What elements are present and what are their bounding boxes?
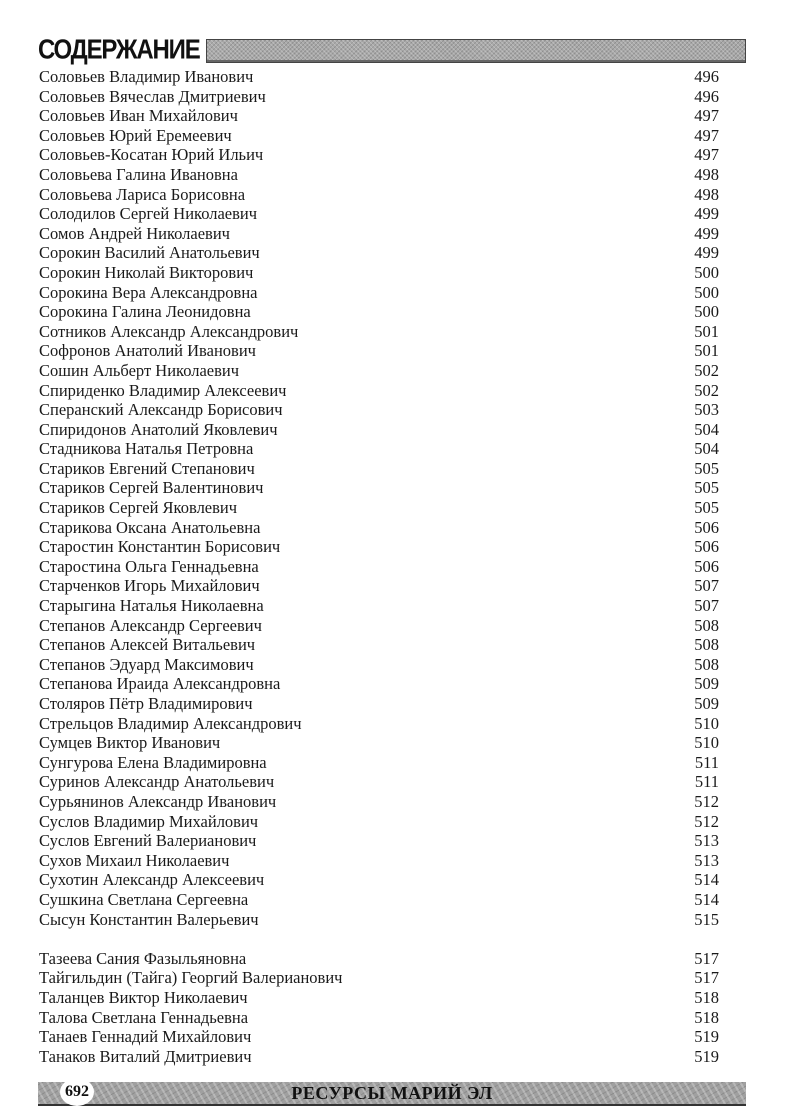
toc-entry — [39, 67, 719, 87]
toc-entry — [39, 498, 719, 518]
toc-entry — [39, 988, 719, 1008]
entry-name: Стариков Сергей Валентинович — [39, 478, 264, 498]
entry-name: Суслов Владимир Михайлович — [39, 811, 259, 831]
entry-page: 513 — [694, 850, 719, 870]
entry-name: Сысун Константин Валерьевич — [39, 909, 259, 929]
entry-page: 502 — [694, 380, 719, 400]
toc-entry — [39, 537, 719, 557]
entry-page: 508 — [694, 635, 719, 655]
entry-page: 508 — [694, 654, 719, 674]
entry-page: 501 — [694, 321, 719, 341]
entry-page: 497 — [694, 145, 719, 165]
entry-name: Соловьева Лариса Борисовна — [39, 184, 246, 204]
toc-entry — [39, 733, 719, 753]
toc-entry — [39, 243, 719, 263]
toc-entry — [39, 302, 719, 322]
entry-name: Столяров Пётр Владимирович — [39, 694, 253, 713]
entry-page: 507 — [694, 596, 719, 616]
toc-entry — [39, 772, 719, 792]
toc-entry — [39, 341, 719, 361]
toc-entry — [39, 87, 719, 107]
entry-page: 505 — [694, 498, 719, 518]
entry-page: 519 — [694, 1046, 719, 1066]
toc-entry — [39, 381, 719, 401]
entry-page: 506 — [694, 556, 719, 576]
toc-entry — [39, 714, 719, 734]
entry-page: 497 — [694, 106, 719, 126]
entry-page: 510 — [694, 713, 719, 733]
toc-entry — [39, 616, 719, 636]
toc-entry — [39, 910, 719, 930]
toc-entry — [39, 890, 719, 910]
entry-page: 498 — [694, 184, 719, 204]
toc-entry — [39, 283, 719, 303]
entry-name: Соловьев Юрий Еремеевич — [39, 125, 232, 145]
entry-page: 514 — [694, 870, 719, 890]
entry-page: 507 — [694, 576, 719, 596]
toc-entry — [39, 263, 719, 283]
page-header — [38, 36, 746, 64]
entry-name: Софронов Анатолий Иванович — [39, 341, 256, 361]
entry-name: Таланцев Виктор Николаевич — [39, 987, 248, 1007]
entry-name: Сорокин Николай Викторович — [39, 262, 254, 282]
entry-page: 508 — [694, 615, 719, 635]
entry-name: Сперанский Александр Борисович — [39, 400, 283, 420]
entry-page: 503 — [694, 400, 719, 420]
entry-name: Старикова Оксана Анатольевна — [39, 517, 261, 537]
entry-name: Суринов Александр Анатольевич — [39, 772, 275, 792]
entry-page: 500 — [694, 302, 719, 322]
toc-entry — [39, 596, 719, 616]
entry-page: 512 — [694, 811, 719, 831]
entry-page: 500 — [694, 282, 719, 302]
entry-page: 513 — [694, 831, 719, 851]
entry-name: Сурьянинов Александр Иванович — [39, 791, 277, 811]
toc-entry — [39, 400, 719, 420]
entry-name: Соловьев Вячеслав Дмитриевич — [39, 86, 266, 106]
toc-entry — [39, 361, 719, 381]
entry-name: Стрельцов Владимир Александрович — [39, 713, 302, 733]
toc-entry — [39, 439, 719, 459]
entry-name: Сухотин Александр Алексеевич — [39, 870, 265, 890]
toc-entry — [39, 224, 719, 244]
entry-page: 518 — [694, 1007, 719, 1027]
entry-page: 517 — [694, 948, 719, 968]
entry-page: 502 — [694, 360, 719, 380]
entry-page: 504 — [694, 419, 719, 439]
entry-page: 496 — [694, 67, 719, 86]
entry-name: Соловьев-Косатан Юрий Ильич — [39, 145, 264, 165]
entry-page: 509 — [694, 674, 719, 694]
toc-entry — [39, 459, 719, 479]
page-title: СОДЕРЖАНИЕ — [38, 34, 200, 66]
toc-entry — [39, 635, 719, 655]
entry-name: Суслов Евгений Валерианович — [39, 831, 257, 851]
entry-name: Сотников Александр Александрович — [39, 321, 299, 341]
entry-name: Степанов Алексей Витальевич — [39, 635, 256, 655]
entry-page: 498 — [694, 164, 719, 184]
entry-page: 501 — [694, 341, 719, 361]
entry-page: 518 — [694, 987, 719, 1007]
entry-name: Спиридонов Анатолий Яковлевич — [39, 419, 278, 439]
entry-name: Сунгурова Елена Владимировна — [39, 752, 267, 772]
entry-name: Сумцев Виктор Иванович — [39, 733, 221, 753]
toc-entry — [39, 949, 719, 969]
entry-name: Сухов Михаил Николаевич — [39, 850, 230, 870]
toc-entry — [39, 851, 719, 871]
entry-name: Степанова Ираида Александровна — [39, 674, 281, 694]
entry-name: Старостина Ольга Геннадьевна — [39, 556, 259, 576]
entry-name: Спириденко Владимир Алексеевич — [39, 380, 287, 400]
toc-entry — [39, 165, 719, 185]
entry-name: Степанов Эдуард Максимович — [39, 654, 254, 674]
entry-page: 506 — [694, 517, 719, 537]
entry-name: Тазеева Сания Фазыльяновна — [39, 948, 247, 968]
entry-name: Соловьев Владимир Иванович — [39, 67, 254, 86]
entry-page: 510 — [694, 733, 719, 753]
entry-name: Старыгина Наталья Николаевна — [39, 596, 264, 616]
entry-page: 499 — [694, 243, 719, 263]
entry-name: Танаков Виталий Дмитриевич — [39, 1046, 252, 1066]
toc-entry — [39, 126, 719, 146]
entry-page: 512 — [694, 791, 719, 811]
entry-name: Сорокин Василий Анатольевич — [39, 243, 260, 263]
toc-entry — [39, 576, 719, 596]
entry-name: Стадникова Наталья Петровна — [39, 439, 254, 459]
entry-page: 519 — [694, 1027, 719, 1047]
page-number: 692 — [60, 1078, 94, 1106]
page-footer — [38, 1082, 746, 1108]
entry-page: 517 — [694, 968, 719, 988]
entry-page: 515 — [694, 909, 719, 929]
entry-name: Сушкина Светлана Сергеевна — [39, 889, 249, 909]
entry-page: 497 — [694, 125, 719, 145]
entry-name: Старченков Игорь Михайлович — [39, 576, 260, 596]
header-decorative-bar — [206, 39, 747, 63]
toc-entry — [39, 968, 719, 988]
toc-entry — [39, 753, 719, 773]
entry-page: 505 — [694, 478, 719, 498]
entry-name: Танаев Геннадий Михайлович — [39, 1027, 252, 1047]
toc-entry — [39, 1027, 719, 1047]
entry-page: 509 — [694, 694, 719, 713]
book-title: РЕСУРСЫ МАРИЙ ЭЛ — [291, 1083, 493, 1103]
entry-name: Стариков Сергей Яковлевич — [39, 498, 238, 518]
entry-name: Тайгильдин (Тайга) Георгий Валерианович — [39, 968, 343, 988]
entry-page: 504 — [694, 439, 719, 459]
toc-entry — [39, 870, 719, 890]
section-gap — [39, 929, 719, 949]
toc-section-t — [39, 949, 719, 1067]
entry-name: Сошин Альберт Николаевич — [39, 360, 240, 380]
entry-name: Стариков Евгений Степанович — [39, 458, 255, 478]
entry-page: 499 — [694, 223, 719, 243]
entry-name: Соловьева Галина Ивановна — [39, 164, 238, 184]
toc-entry — [39, 694, 719, 714]
entry-name: Талова Светлана Геннадьевна — [39, 1007, 249, 1027]
entry-page: 500 — [694, 262, 719, 282]
toc-entry — [39, 478, 719, 498]
toc-section-s — [39, 67, 719, 929]
toc-entry — [39, 655, 719, 675]
toc-entry — [39, 1008, 719, 1028]
toc-entry — [39, 1047, 719, 1067]
toc-entry — [39, 674, 719, 694]
entry-page: 514 — [694, 889, 719, 909]
entry-name: Сорокина Вера Александровна — [39, 282, 258, 302]
entry-name: Степанов Александр Сергеевич — [39, 615, 262, 635]
entry-page: 511 — [694, 752, 719, 772]
toc-entry — [39, 145, 719, 165]
entry-name: Сорокина Галина Леонидовна — [39, 302, 251, 322]
entry-name: Соловьев Иван Михайлович — [39, 106, 238, 126]
toc-entry — [39, 518, 719, 538]
entry-name: Солодилов Сергей Николаевич — [39, 204, 258, 224]
toc-entry — [39, 322, 719, 342]
entry-name: Сомов Андрей Николаевич — [39, 223, 230, 243]
toc-entry — [39, 204, 719, 224]
toc-entry — [39, 831, 719, 851]
toc-entry — [39, 557, 719, 577]
entry-name: Старостин Константин Борисович — [39, 537, 281, 557]
toc-entry — [39, 185, 719, 205]
entry-page: 511 — [694, 772, 719, 792]
entry-page: 499 — [694, 204, 719, 224]
toc-entry — [39, 792, 719, 812]
entry-page: 506 — [694, 537, 719, 557]
toc-entry — [39, 420, 719, 440]
toc-entry — [39, 812, 719, 832]
entry-page: 505 — [694, 458, 719, 478]
entry-page: 496 — [694, 86, 719, 106]
table-of-contents — [39, 67, 719, 1066]
toc-entry — [39, 106, 719, 126]
